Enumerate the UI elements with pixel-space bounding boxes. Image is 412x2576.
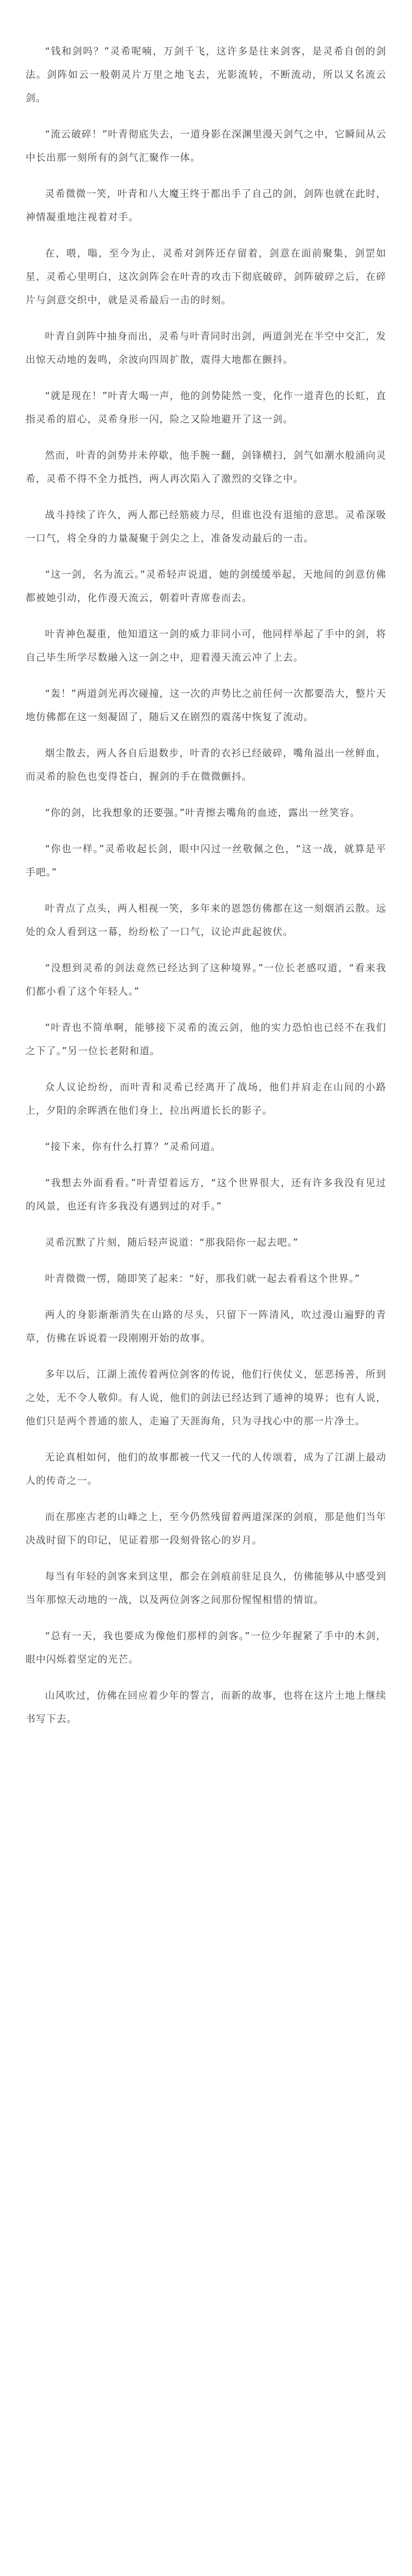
paragraph: 在，喂，嗡，至今为止，灵希对剑阵还存留着，剑意在面前聚集，剑罡如星，灵希心里明白，这次剑阵会在叶青的攻击下彻底破碎，剑阵破碎之后，在碎片与剑意交织中，就是灵希最后一击的时刻。 xyxy=(26,248,386,306)
paragraph: 山风吹过，仿佛在回应着少年的誓言，而新的故事，也将在这片土地上继续书写下去。 xyxy=(26,1690,386,1725)
paragraph: 灵希微微一笑，叶青和八大魔王终于都出手了自己的剑，剑阵也就在此时，神情凝重地注视着对手。 xyxy=(26,189,386,223)
paragraph: “这一剑，名为流云。”灵希轻声说道，她的剑缓缓举起，天地间的剑意仿佛都被她引动，化作漫天流云，朝着叶青席卷而去。 xyxy=(26,569,386,604)
paragraph: 叶青神色凝重，他知道这一剑的威力非同小可，他同样举起了手中的剑，将自己毕生所学尽数融入这一剑之中，迎着漫天流云冲了上去。 xyxy=(26,629,386,663)
paragraph: “接下来，你有什么打算？”灵希问道。 xyxy=(45,1142,221,1153)
paragraph: “叶青也不简单啊，能够接下灵希的流云剑，他的实力恐怕也已经不在我们之下了。”另一位长老附和道。 xyxy=(26,1022,386,1057)
paragraph: “你的剑，比我想象的还要强。”叶青擦去嘴角的血迹，露出一丝笑容。 xyxy=(45,808,361,819)
paragraph: 灵希沉默了片刻，随后轻声说道：“那我陪你一起去吧。” xyxy=(45,1237,299,1248)
paragraph: 而在那座古老的山峰之上，至今仍然残留着两道深深的剑痕，那是他们当年决战时留下的印记，见证着那一段刻骨铭心的岁月。 xyxy=(26,1512,386,1546)
paragraph: 然而，叶青的剑势并未停歇，他手腕一翻，剑锋横扫，剑气如潮水般涌向灵希，灵希不得不全力抵挡，两人再次陷入了激烈的交锋之中。 xyxy=(26,450,386,485)
paragraph: “你也一样。”灵希收起长剑，眼中闪过一丝敬佩之色，“这一战，就算是平手吧。” xyxy=(26,844,386,878)
paragraph: 两人的身影渐渐消失在山路的尽头，只留下一阵清风，吹过漫山遍野的青草，仿佛在诉说着一段刚刚开始的故事。 xyxy=(26,1310,386,1344)
paragraph: 众人议论纷纷，而叶青和灵希已经离开了战场，他们并肩走在山间的小路上，夕阳的余晖洒在他们身上，拉出两道长长的影子。 xyxy=(26,1082,386,1117)
paragraph: “流云破碎！”叶青彻底失去，一道身影在深渊里漫天剑气之中，它瞬间从云中长出那一刻所有的剑气汇聚作一体。 xyxy=(26,129,386,164)
paragraph: “我想去外面看看。”叶青望着远方，“这个世界很大，还有许多我没有见过的风景，也还有许多我没有遇到过的对手。” xyxy=(26,1178,386,1212)
paragraph: 烟尘散去，两人各自后退数步，叶青的衣衫已经破碎，嘴角溢出一丝鲜血，而灵希的脸色也变得苍白，握剑的手在微微颤抖。 xyxy=(26,748,386,783)
paragraph: 叶青自剑阵中抽身而出，灵希与叶青同时出剑，两道剑光在半空中交汇，发出惊天动地的轰鸣，余波向四周扩散，震得大地都在颤抖。 xyxy=(26,331,386,366)
paragraph: “钱和剑吗？”灵希呢喃，万剑千飞，这许多是往来剑客，是灵希自创的剑法。剑阵如云一般朝灵片万里之地飞去，光影流转，不断流动，所以又名流云剑。 xyxy=(26,46,386,104)
paragraph: 每当有年轻的剑客来到这里，都会在剑痕前驻足良久，仿佛能够从中感受到当年那惊天动地的一战，以及两位剑客之间那份惺惺相惜的情谊。 xyxy=(26,1571,386,1606)
paragraph: 叶青点了点头，两人相视一笑，多年来的恩怨仿佛都在这一刻烟消云散。远处的众人看到这一幕，纷纷松了一口气，议论声此起彼伏。 xyxy=(26,903,386,938)
paragraph: 多年以后，江湖上流传着两位剑客的传说，他们行侠仗义，惩恶扬善，所到之处，无不令人敬仰。有人说，他们的剑法已经达到了通神的境界；也有人说，他们只是两个普通的旅人，走遍了天涯海角，只为寻找心中的那一片净土。 xyxy=(26,1369,386,1427)
paragraph: “轰！”两道剑光再次碰撞，这一次的声势比之前任何一次都要浩大，整片天地仿佛都在这一刻凝固了，随后又在剧烈的震荡中恢复了流动。 xyxy=(26,689,386,723)
paragraph: 叶青微微一愣，随即笑了起来：“好，那我们就一起去看看这个世界。” xyxy=(45,1274,361,1285)
paragraph: “就是现在！”叶青大喝一声，他的剑势陡然一变，化作一道青色的长虹，直指灵希的眉心，灵希身形一闪，险之又险地避开了这一剑。 xyxy=(26,391,386,425)
paragraph: “总有一天，我也要成为像他们那样的剑客。”一位少年握紧了手中的木剑，眼中闪烁着坚定的光芒。 xyxy=(26,1631,386,1665)
paragraph: “没想到灵希的剑法竟然已经达到了这种境界。”一位长老感叹道，“看来我们都小看了这个年轻人。” xyxy=(26,963,386,997)
paragraph: 无论真相如何，他们的故事都被一代又一代的人传颂着，成为了江湖上最动人的传奇之一。 xyxy=(26,1452,386,1487)
paragraph: 战斗持续了许久，两人都已经筋疲力尽，但谁也没有退缩的意思。灵希深吸一口气，将全身的力量凝聚于剑尖之上，准备发动最后的一击。 xyxy=(26,510,386,544)
